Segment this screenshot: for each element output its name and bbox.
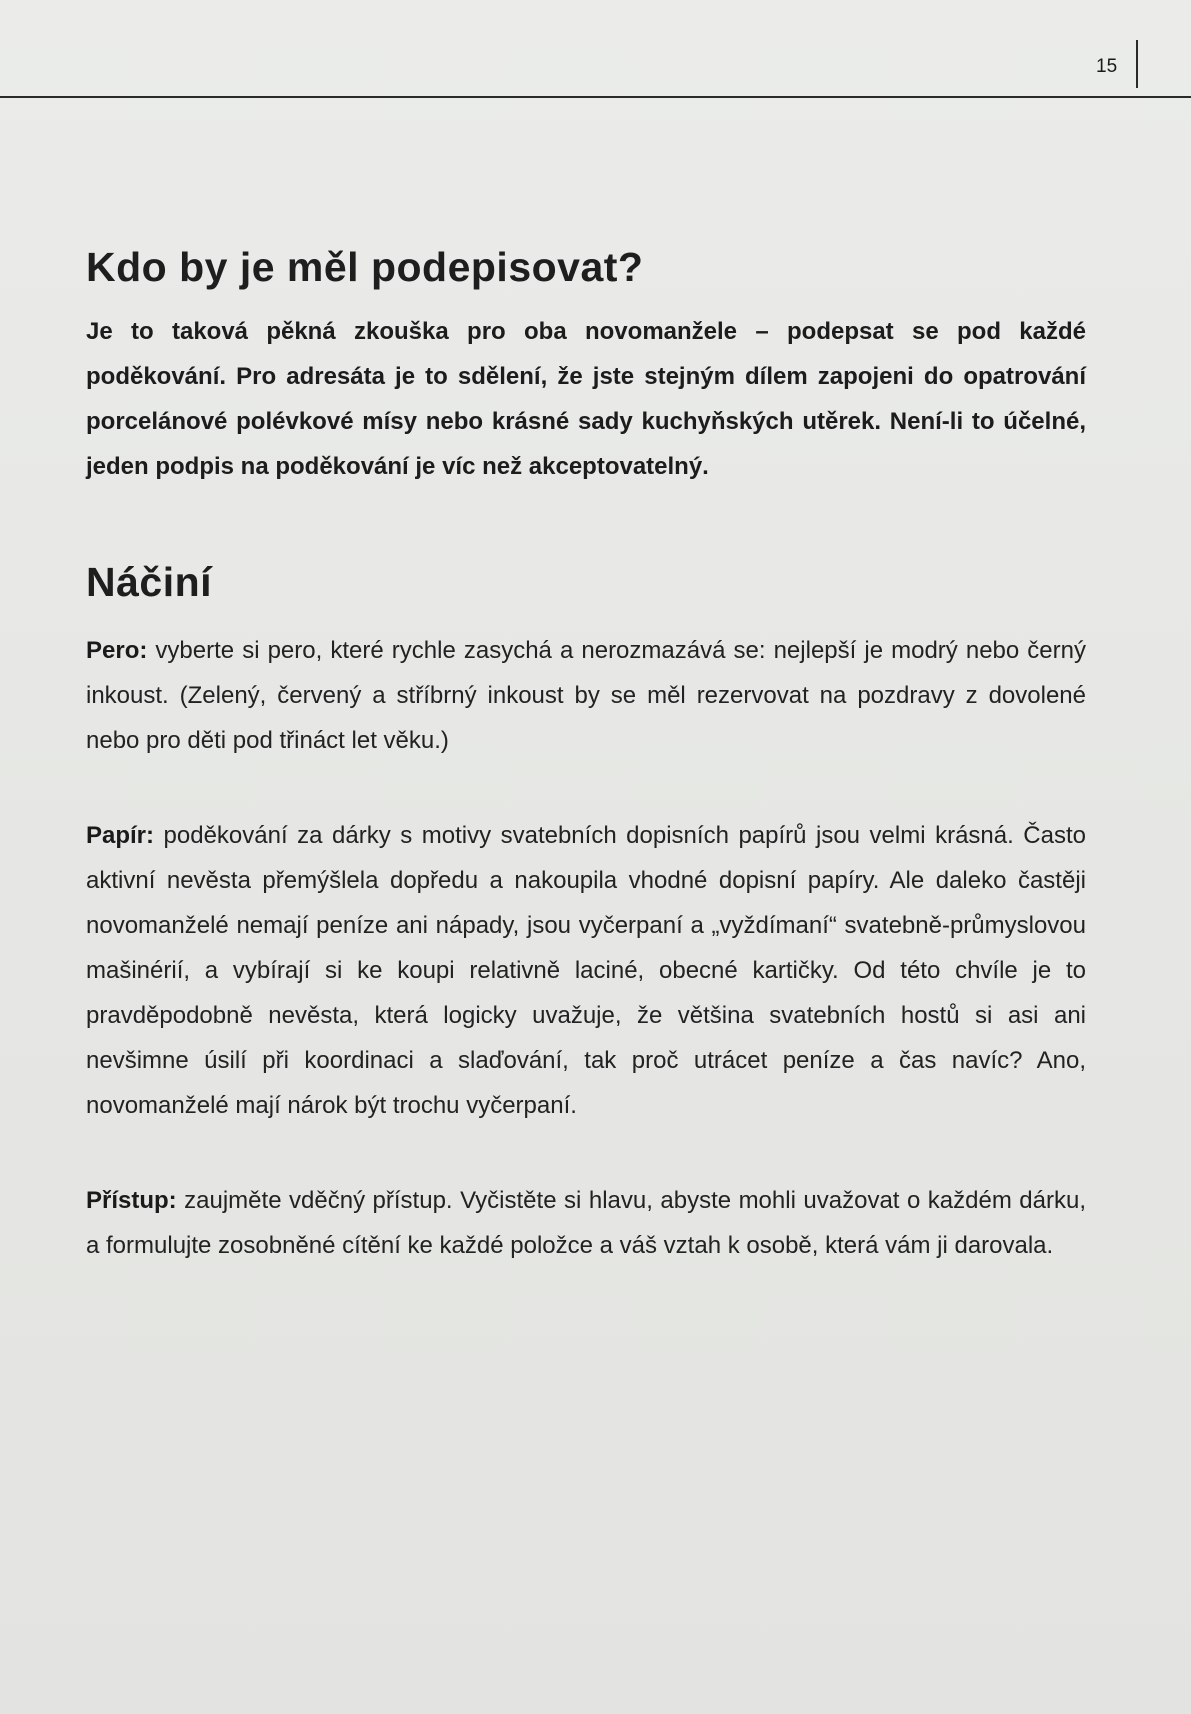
term-pen: Pero:: [86, 637, 148, 664]
page-content: [86, 244, 1086, 1318]
paragraph-approach: [86, 1178, 1086, 1268]
paragraph-approach-text: zaujměte vděčný přístup. Vyčistěte si hlavu, abyste mohli uvažovat o každém dárku, a formulujte zosobněné cítění ke každé položce a váš vztah k osobě, která vám ji darovala.: [86, 1187, 1086, 1259]
term-paper: Papír:: [86, 822, 155, 849]
paragraph-paper: [86, 813, 1086, 1128]
section-heading-tools: Náčiní: [86, 559, 213, 605]
paragraph-paper-text: poděkování za dárky s motivy svatebních dopisních papírů jsou velmi krásná. Často aktivní nevěsta přemýšlela dopředu a nakoupila vhodné dopisní papíry. Ale daleko častěji novomanželé nemají peníze ani nápady, jsou vyčerpaní a „vyždímaní“ svatebně-průmyslovou mašinérií, a vybírají si ke koupi relativně laciné, obecné kartičky. Od této chvíle je to pravděpodobně nevěsta, která logicky uvažuje, že většina svatebních hostů si asi ani nevšimne úsilí při koordinaci a slaďování, tak proč utrácet peníze a čas navíc? Ano, novomanželé mají nárok být trochu vyčerpaní.: [86, 822, 1086, 1119]
term-approach: Přístup:: [86, 1187, 177, 1214]
section-body-signing: Je to taková pěkná zkouška pro oba novomanžele – podepsat se pod každé poděkování. Pro adresáta je to sdělení, že jste stejným dílem zapojeni do opatrování porcelánové polévkové mísy nebo krásné sady kuchyňských utěrek. Není-li to účelné, jeden podpis na poděkování je víc než akceptovatelný.: [86, 318, 1086, 480]
section-heading-signing: Kdo by je měl podepisovat?: [86, 244, 644, 290]
page-number: 15: [1096, 56, 1118, 77]
page-corner-tick: [1136, 40, 1138, 88]
header-rule: [0, 96, 1191, 98]
paragraph-pen-text: vyberte si pero, které rychle zasychá a nerozmazává se: nejlepší je modrý nebo černý inkoust. (Zelený, červený a stříbrný inkoust by se měl rezervovat na pozdravy z dovolené nebo pro děti pod třináct let věku.): [86, 637, 1086, 754]
paragraph-pen: [86, 628, 1086, 763]
